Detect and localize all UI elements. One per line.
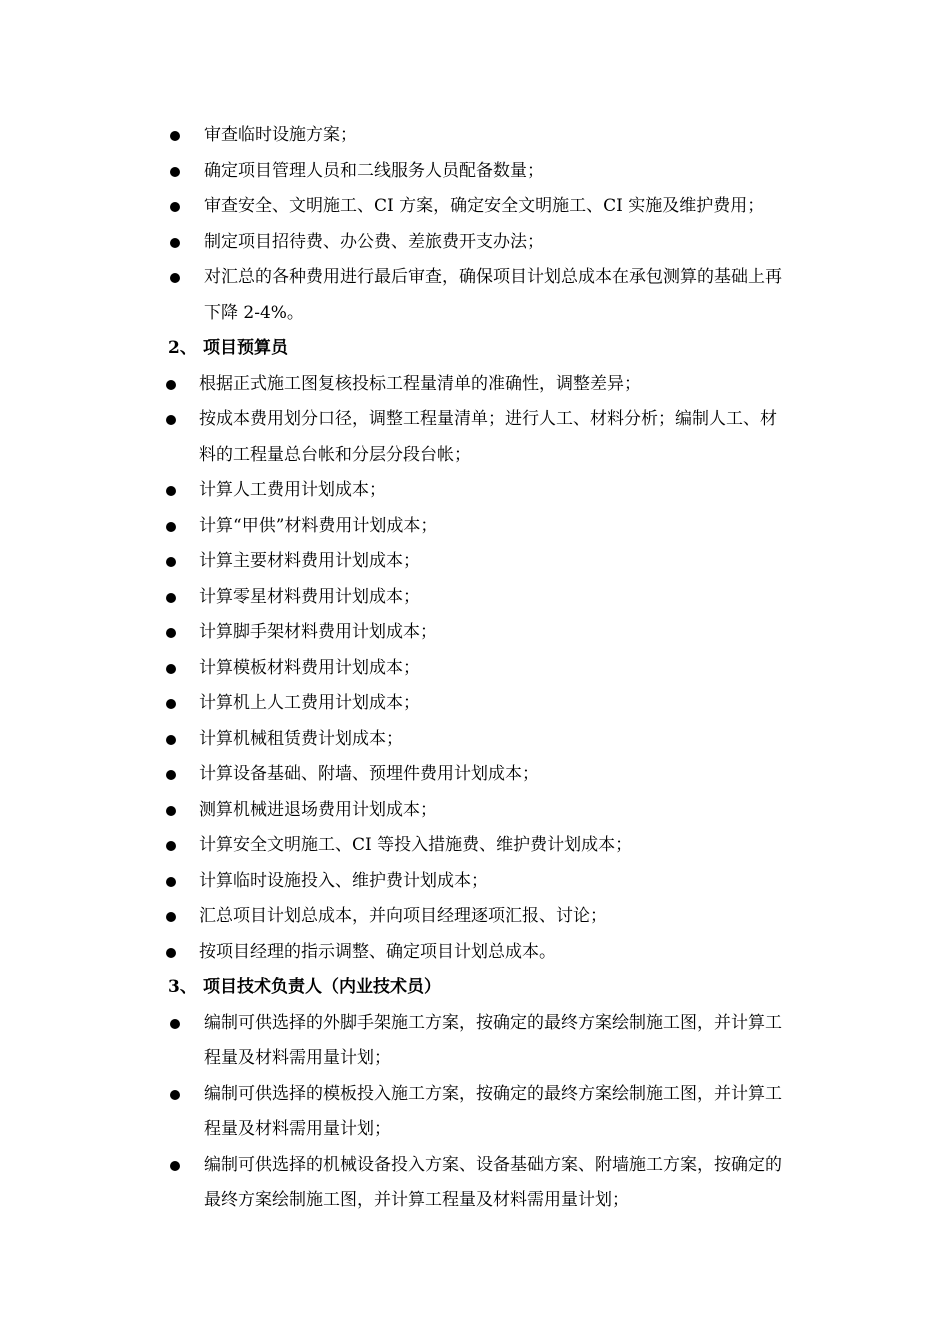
list-item-line: 计算“甲供”材料费用计划成本； [199,515,438,536]
list-item-text [204,225,544,261]
list-item-line: 对汇总的各种费用进行最后审查，确保项目计划总成本在承包测算的基础上再 [204,267,782,287]
list-item-line: 根据正式施工图复核投标工程量清单的准确性，调整差异； [199,373,641,394]
list-item-line: 制定项目招待费、办公费、差旅费开支办法； [204,231,544,252]
section2-title: 项目预算员 [203,338,288,358]
bullet-icon [170,1090,180,1100]
list-item-line: 汇总项目计划总成本，并向项目经理逐项汇报、讨论； [199,906,607,926]
list-item-line: 审查临时设施方案； [204,125,357,145]
bullet-icon [166,735,176,745]
list-item-line: 按项目经理的指示调整、确定项目计划总成本。 [199,941,556,962]
list-item-text [204,1077,782,1148]
list-item-line: 料的工程量总台帐和分层分段台帐； [199,444,471,465]
list-item-text [204,154,544,190]
list-item-text [199,615,437,651]
list-item-line: 计算模板材料费用计划成本； [199,657,420,678]
section3-heading [0,970,950,1006]
list-item-line: 测算机械进退场费用计划成本； [199,799,437,820]
list-item-text [199,509,437,545]
bullet-icon [166,486,176,496]
section3-list [0,1006,950,1219]
list-item-line: 审查安全、文明施工、CI 方案，确定安全文明施工、CI 实施及维护费用； [204,196,765,216]
bullet-icon [166,770,176,780]
list-item-line: 计算人工费用计划成本； [199,480,386,500]
bullet-icon [166,557,176,567]
bullet-icon [166,628,176,638]
list-item-line: 计算脚手架材料费用计划成本； [199,622,437,642]
list-item-text [204,260,782,331]
list-item [0,722,950,758]
list-item-text [199,473,386,509]
list-item [0,473,950,509]
list-item-text [199,367,641,403]
list-item-text [199,544,420,580]
list-item [0,935,950,971]
list-item [0,544,950,580]
bullet-icon [166,806,176,816]
list-item-text [199,828,632,864]
list-item-line: 计算机械租赁费计划成本； [199,728,403,749]
list-item-line: 程量及材料需用量计划； [204,1119,391,1139]
list-item [0,580,950,616]
list-item [0,615,950,651]
list-item-line: 编制可供选择的机械设备投入方案、设备基础方案、附墙施工方案，按确定的 [204,1154,782,1175]
bullet-icon [166,948,176,958]
list-item-text [199,899,607,935]
list-item-line: 计算临时设施投入、维护费计划成本； [199,870,488,891]
bullet-icon [170,167,180,177]
section3-title: 项目技术负责人（内业技术员） [203,977,441,997]
list-item [0,118,950,154]
list-item [0,899,950,935]
section2-heading [0,331,950,367]
bullet-icon [170,131,180,141]
list-item [0,189,950,225]
list-item-text [199,580,420,616]
section2-number: 2、 [168,338,197,358]
bullet-icon [170,238,180,248]
list-item-line: 程量及材料需用量计划； [204,1048,391,1068]
list-item-line: 确定项目管理人员和二线服务人员配备数量； [204,160,544,181]
list-item-text [199,402,777,473]
list-item-line: 计算主要材料费用计划成本； [199,551,420,571]
bullet-icon [166,415,176,425]
list-item-line: 最终方案绘制施工图，并计算工程量及材料需用量计划； [204,1190,629,1210]
list-item-text [204,189,764,225]
bullet-icon [166,593,176,603]
list-item [0,367,950,403]
bullet-icon [166,699,176,709]
list-item-line: 计算设备基础、附墙、预埋件费用计划成本； [199,764,539,784]
bullet-icon [166,522,176,532]
bullet-icon [170,273,180,283]
list-item-line: 按成本费用划分口径，调整工程量清单；进行人工、材料分析；编制人工、材 [199,409,777,429]
bullet-icon [170,1019,180,1029]
list-item [0,793,950,829]
bullet-icon [166,877,176,887]
list-item-text [204,1006,782,1077]
list-item [0,154,950,190]
list-item-text [199,757,539,793]
list-item-text [204,1148,782,1219]
bullet-icon [166,380,176,390]
bullet-icon [166,664,176,674]
list-item [0,1148,950,1219]
list-item [0,651,950,687]
list-item [0,1006,950,1077]
list-item [0,1077,950,1148]
list-item [0,828,950,864]
list-item [0,757,950,793]
list-item-text [199,935,556,971]
list-item-line: 编制可供选择的外脚手架施工方案，按确定的最终方案绘制施工图，并计算工 [204,1012,782,1033]
list-item-text [199,793,437,829]
bullet-icon [170,202,180,212]
list-item-text [199,722,403,758]
list-item-text [199,864,488,900]
list-item [0,686,950,722]
list-item [0,864,950,900]
list-item-line: 下降 2-4%。 [204,302,304,323]
document-page [0,118,950,1219]
bullet-icon [170,1161,180,1171]
list-item-line: 编制可供选择的模板投入施工方案，按确定的最终方案绘制施工图，并计算工 [204,1083,782,1104]
section2-list [0,367,950,971]
section1-list [0,118,950,331]
list-item [0,509,950,545]
list-item [0,260,950,331]
bullet-icon [166,841,176,851]
list-item-text [204,118,357,154]
list-item-text [199,651,420,687]
list-item-text [199,686,420,722]
list-item [0,402,950,473]
list-item-line: 计算机上人工费用计划成本； [199,693,420,713]
list-item-line: 计算安全文明施工、CI 等投入措施费、维护费计划成本； [199,835,633,855]
list-item-line: 计算零星材料费用计划成本； [199,586,420,607]
list-item [0,225,950,261]
bullet-icon [166,912,176,922]
section3-number: 3、 [168,977,197,997]
